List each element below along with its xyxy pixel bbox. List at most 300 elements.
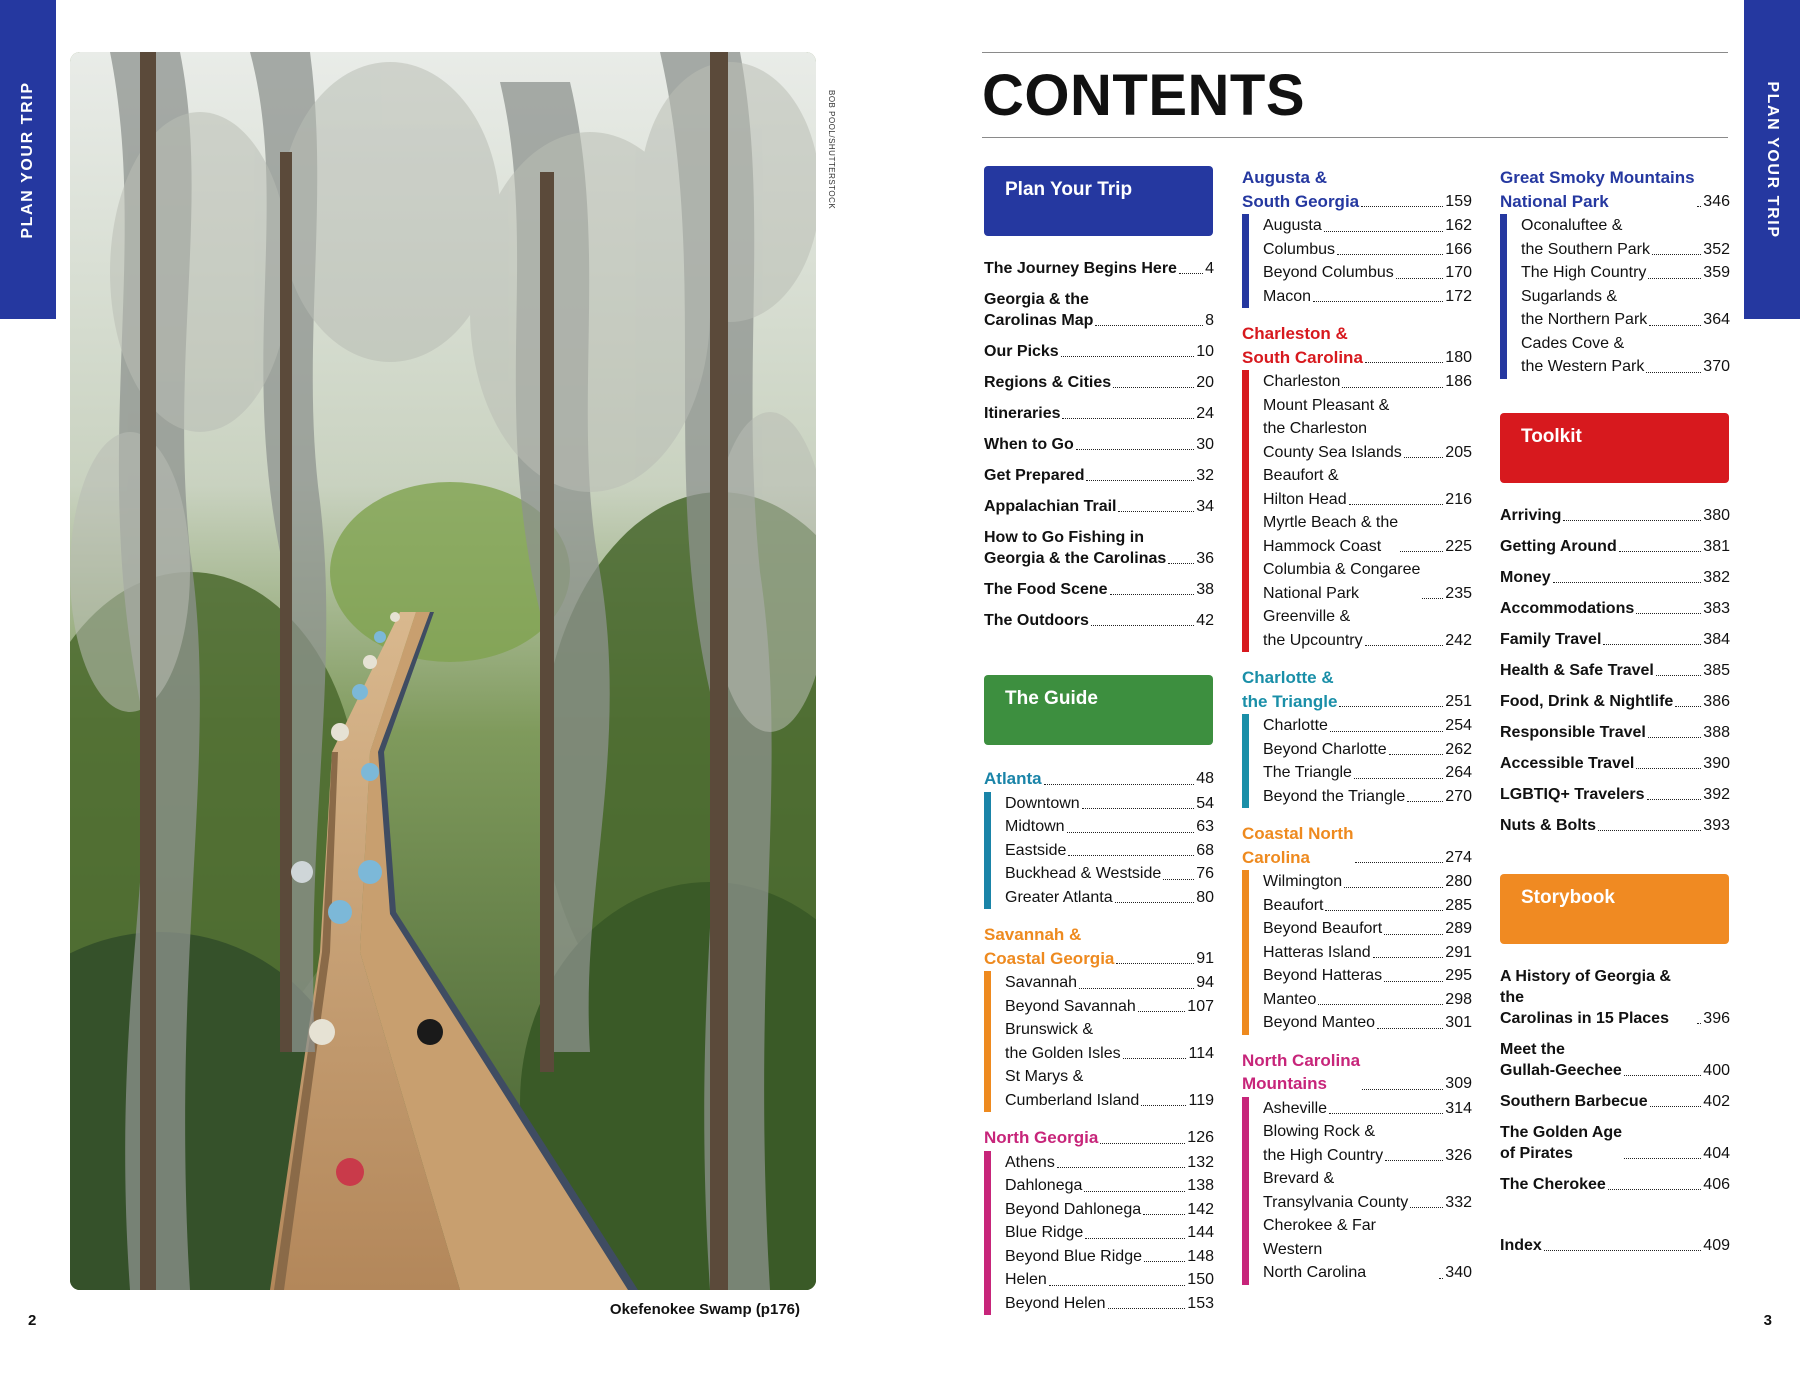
toc-subentry-page: 205 xyxy=(1445,443,1472,461)
toc-subentry[interactable] xyxy=(1263,785,1472,809)
toc-subentry[interactable] xyxy=(1005,995,1214,1019)
toc-entry-page: 406 xyxy=(1703,1175,1730,1193)
toc-group-title: Charleston & South Carolina xyxy=(1242,324,1363,367)
leader-dots xyxy=(1062,418,1194,419)
toc-subentry[interactable] xyxy=(1263,464,1472,511)
toc-group-title: Coastal North Carolina xyxy=(1242,824,1354,867)
toc-group-title: Savannah & Coastal Georgia xyxy=(984,925,1115,968)
leader-dots xyxy=(1082,808,1195,809)
toolkit-list xyxy=(1500,505,1730,836)
toc-subentry-page: 314 xyxy=(1445,1099,1472,1117)
toc-group-page: 180 xyxy=(1445,348,1472,366)
toc-subentry-page: 359 xyxy=(1703,264,1730,281)
toc-subentry-label: Beyond the Triangle xyxy=(1263,787,1406,805)
toc-entry-label: Nuts & Bolts xyxy=(1500,816,1596,834)
toc-group-items xyxy=(984,971,1214,1112)
top-rule xyxy=(982,52,1728,53)
toc-subentry-label: Athens xyxy=(1005,1153,1055,1171)
toc-entry[interactable] xyxy=(1500,598,1730,619)
toc-subentry[interactable] xyxy=(1005,1065,1214,1112)
toc-subentry[interactable] xyxy=(1005,1245,1214,1269)
plan-your-trip-header: Plan Your Trip xyxy=(984,166,1213,236)
toc-subentry[interactable] xyxy=(1521,261,1730,285)
leader-dots xyxy=(1044,784,1195,785)
leader-dots xyxy=(1373,957,1444,958)
leader-dots xyxy=(1144,1261,1185,1262)
toc-subentry-page: 144 xyxy=(1187,1224,1214,1241)
toc-group-heading[interactable] xyxy=(1242,322,1472,369)
leader-dots xyxy=(1068,855,1194,856)
leader-dots xyxy=(1384,934,1443,935)
toc-subentry[interactable] xyxy=(1005,1018,1214,1065)
toc-subentry[interactable] xyxy=(1005,862,1214,886)
leader-dots xyxy=(1355,862,1443,863)
toc-entry-page: 20 xyxy=(1196,374,1214,391)
toc-subentry-page: 132 xyxy=(1187,1153,1214,1171)
toc-subentry[interactable] xyxy=(1005,1221,1214,1245)
toc-entry[interactable] xyxy=(1500,722,1730,743)
toc-subentry-label: The Triangle xyxy=(1263,764,1352,781)
leader-dots xyxy=(1624,1158,1701,1159)
toc-entry-page: 24 xyxy=(1196,405,1214,422)
toc-subentry-page: 80 xyxy=(1196,888,1214,906)
toc-group-items xyxy=(1242,1097,1472,1285)
leader-dots xyxy=(1619,551,1702,552)
leader-dots xyxy=(1086,480,1194,481)
leader-dots xyxy=(1079,988,1194,989)
toc-entry-label: How to Go Fishing in Georgia & the Carolinas xyxy=(984,529,1167,567)
toc-subentry-page: 289 xyxy=(1445,920,1472,937)
toc-subentry-label: Greater Atlanta xyxy=(1005,888,1113,906)
toc-subentry-label: Greenville & the Upcountry xyxy=(1263,608,1363,649)
toc-group-heading[interactable] xyxy=(1242,666,1472,713)
toc-subentry-label: Hatteras Island xyxy=(1263,943,1371,961)
toc-group-page: 274 xyxy=(1445,848,1472,866)
toc-entry[interactable] xyxy=(984,372,1214,393)
toc-subentry-page: 186 xyxy=(1445,373,1472,390)
toc-entry-label: Georgia & the Carolinas Map xyxy=(984,291,1094,329)
photo-credit: BOB POOL/SHUTTERSTOCK xyxy=(827,90,836,210)
toc-group xyxy=(1242,1049,1472,1285)
leader-dots xyxy=(1636,768,1701,769)
leader-dots xyxy=(1329,1113,1443,1114)
toc-entry-page: 404 xyxy=(1703,1144,1730,1162)
leader-dots xyxy=(1339,706,1443,707)
toc-subentry-page: 170 xyxy=(1445,264,1472,281)
toc-entry-label: Regions & Cities xyxy=(984,374,1112,391)
leader-dots xyxy=(1603,644,1701,645)
toc-entry[interactable] xyxy=(984,403,1214,424)
toc-subentry-label: Beyond Charlotte xyxy=(1263,740,1387,758)
page-title: CONTENTS xyxy=(982,63,1305,128)
toc-subentry-page: 298 xyxy=(1445,990,1472,1008)
toc-subentry[interactable] xyxy=(1263,238,1472,262)
toc-subentry-page: 242 xyxy=(1445,631,1472,649)
toc-subentry-label: Macon xyxy=(1263,287,1312,305)
toc-subentry[interactable] xyxy=(1263,941,1472,965)
plan-your-trip-list xyxy=(984,258,1214,631)
toc-subentry[interactable] xyxy=(1263,1167,1472,1214)
toc-entry[interactable] xyxy=(1500,567,1730,588)
toc-entry[interactable] xyxy=(1500,505,1730,526)
toc-subentry[interactable] xyxy=(1005,1151,1214,1175)
toc-entry-page: 30 xyxy=(1196,436,1214,453)
toc-entry[interactable] xyxy=(984,258,1214,279)
toc-subentry[interactable] xyxy=(1005,1268,1214,1292)
leader-dots xyxy=(1115,902,1195,903)
toc-subentry-page: 235 xyxy=(1445,584,1472,602)
toc-group-heading[interactable] xyxy=(1500,166,1730,213)
toc-subentry[interactable] xyxy=(1263,870,1472,894)
toc-group-items xyxy=(984,792,1214,910)
toc-subentry[interactable] xyxy=(1263,988,1472,1012)
leader-dots xyxy=(1400,551,1443,552)
toc-subentry-page: 225 xyxy=(1445,537,1472,555)
toc-subentry[interactable] xyxy=(1263,738,1472,762)
toc-entry-label: Get Prepared xyxy=(984,467,1085,484)
leader-dots xyxy=(1110,594,1195,595)
toc-entry[interactable] xyxy=(984,434,1214,455)
leader-dots xyxy=(1697,206,1702,207)
page-number-right: 3 xyxy=(1763,1312,1772,1329)
toc-subentry[interactable] xyxy=(1005,971,1214,995)
toc-subentry[interactable] xyxy=(1263,285,1472,309)
toc-subentry-label: Beyond Columbus xyxy=(1263,264,1394,281)
toc-group-title: Augusta & South Georgia xyxy=(1242,168,1360,211)
toc-entry-label: Health & Safe Travel xyxy=(1500,661,1654,679)
toc-subentry[interactable] xyxy=(1005,815,1214,839)
toc-subentry[interactable] xyxy=(1005,886,1214,910)
toc-entry-label: Meet the Gullah-Geechee xyxy=(1500,1040,1622,1079)
toc-entry-label: The Cherokee xyxy=(1500,1175,1606,1193)
toc-entry-page: 34 xyxy=(1196,498,1214,515)
toc-group xyxy=(1242,322,1472,652)
toc-group-heading[interactable] xyxy=(1242,822,1472,869)
leader-dots xyxy=(1091,625,1194,626)
toc-group-page: 346 xyxy=(1703,192,1730,210)
toc-entry-label: Family Travel xyxy=(1500,630,1602,648)
leader-dots xyxy=(1138,1011,1186,1012)
toc-group-items xyxy=(1500,214,1730,379)
toc-subentry-label: Blue Ridge xyxy=(1005,1224,1084,1241)
toc-group-heading[interactable] xyxy=(984,767,1214,791)
toc-entry-page: 392 xyxy=(1703,785,1730,803)
leader-dots xyxy=(1113,387,1194,388)
toc-subentry[interactable] xyxy=(1005,1198,1214,1222)
toc-subentry-label: Manteo xyxy=(1263,990,1317,1008)
toc-subentry[interactable] xyxy=(1263,917,1472,941)
leader-dots xyxy=(1123,1058,1187,1059)
toc-group-heading[interactable] xyxy=(1242,1049,1472,1096)
leader-dots xyxy=(1563,520,1701,521)
toc-entry-page: 42 xyxy=(1196,612,1214,629)
leader-dots xyxy=(1361,206,1443,207)
toc-group-heading[interactable] xyxy=(984,923,1214,970)
toc-subentry[interactable] xyxy=(1263,714,1472,738)
leader-dots xyxy=(1362,1089,1443,1090)
toc-group-heading[interactable] xyxy=(984,1126,1214,1150)
toc-subentry-page: 166 xyxy=(1445,240,1472,258)
toc-entry-page: 4 xyxy=(1205,260,1214,277)
toc-subentry-label: Asheville xyxy=(1263,1099,1328,1117)
toc-subentry-label: Beyond Helen xyxy=(1005,1294,1106,1312)
toc-entry[interactable] xyxy=(1500,1091,1730,1112)
toc-subentry-label: Midtown xyxy=(1005,818,1065,835)
leader-dots xyxy=(1141,1105,1186,1106)
index-label: Index xyxy=(1500,1236,1542,1254)
toc-subentry-label: Myrtle Beach & the Hammock Coast xyxy=(1263,514,1399,555)
leader-dots xyxy=(1385,1160,1443,1161)
toolkit-header: Toolkit xyxy=(1500,413,1729,483)
toc-subentry-page: 172 xyxy=(1445,287,1472,305)
leader-dots xyxy=(1076,449,1194,450)
leader-dots xyxy=(1118,511,1194,512)
leader-dots xyxy=(1422,598,1443,599)
toc-subentry-page: 76 xyxy=(1196,865,1214,882)
toc-subentry-page: 142 xyxy=(1187,1200,1214,1218)
toc-subentry[interactable] xyxy=(1263,1011,1472,1035)
leader-dots xyxy=(1108,1308,1186,1309)
toc-subentry-label: Beaufort & Hilton Head xyxy=(1263,467,1347,508)
toc-subentry[interactable] xyxy=(1263,1120,1472,1167)
toc-entry[interactable] xyxy=(1500,753,1730,774)
toc-entry[interactable] xyxy=(984,465,1214,486)
toc-entry-label: Appalachian Trail xyxy=(984,498,1117,515)
toc-entry-label: Getting Around xyxy=(1500,537,1617,555)
toc-subentry[interactable] xyxy=(1263,605,1472,652)
leader-dots xyxy=(1608,1189,1701,1190)
toc-entry-page: 382 xyxy=(1703,568,1730,586)
toc-entry-page: 396 xyxy=(1703,1009,1730,1027)
toc-subentry-label: Beyond Beaufort xyxy=(1263,920,1383,937)
toc-group-title: Great Smoky Mountains National Park xyxy=(1500,168,1695,211)
toc-entry[interactable] xyxy=(1500,815,1730,836)
toc-subentry-label: Beyond Dahlonega xyxy=(1005,1200,1142,1218)
toc-group xyxy=(984,1126,1214,1315)
toc-subentry-page: 301 xyxy=(1445,1014,1472,1031)
toc-subentry[interactable] xyxy=(1263,894,1472,918)
toc-subentry-page: 119 xyxy=(1188,1091,1214,1109)
toc-subentry-label: Sugarlands & the Northern Park xyxy=(1521,287,1648,328)
toc-entry-page: 388 xyxy=(1703,723,1730,741)
swamp-photo xyxy=(70,52,816,1290)
toc-entry-label: Responsible Travel xyxy=(1500,723,1646,741)
guide-list-col2 xyxy=(1242,166,1472,1285)
toc-entry-page: 386 xyxy=(1703,692,1730,710)
toc-group-page: 159 xyxy=(1445,192,1472,210)
toc-group-page: 48 xyxy=(1196,770,1214,787)
toc-subentry-label: Beyond Blue Ridge xyxy=(1005,1247,1142,1265)
toc-subentry-page: 270 xyxy=(1445,787,1472,805)
index-entry[interactable] xyxy=(1500,1235,1730,1256)
leader-dots xyxy=(1116,963,1194,964)
storybook-header: Storybook xyxy=(1500,874,1729,944)
toc-subentry-label: Charleston xyxy=(1263,373,1341,390)
toc-subentry-page: 94 xyxy=(1196,974,1214,991)
toc-entry-page: 10 xyxy=(1196,343,1214,360)
toc-entry-label: Our Picks xyxy=(984,343,1059,360)
toc-subentry[interactable] xyxy=(1263,370,1472,394)
toc-subentry[interactable] xyxy=(1263,261,1472,285)
leader-dots xyxy=(1553,582,1702,583)
toc-subentry-label: Cherokee & Far Western North Carolina xyxy=(1263,1217,1376,1281)
toc-subentry-page: 63 xyxy=(1196,818,1214,835)
toc-entry[interactable] xyxy=(1500,1039,1730,1081)
toc-subentry-label: Columbus xyxy=(1263,240,1336,258)
column-3 xyxy=(1500,166,1730,1266)
toc-subentry-label: Wilmington xyxy=(1263,873,1343,890)
toc-subentry-label: Helen xyxy=(1005,1271,1047,1288)
toc-group-items xyxy=(984,1151,1214,1316)
toc-subentry-page: 285 xyxy=(1445,896,1472,914)
storybook-list xyxy=(1500,966,1730,1195)
toc-subentry[interactable] xyxy=(1263,1097,1472,1121)
toc-subentry-label: Mount Pleasant & the Charleston County Sea Islands xyxy=(1263,396,1402,461)
toc-entry-label: Food, Drink & Nightlife xyxy=(1500,692,1674,710)
leader-dots xyxy=(1049,1285,1185,1286)
leader-dots xyxy=(1057,1167,1185,1168)
toc-entry-label: A History of Georgia & the Carolinas in 15 Places xyxy=(1500,967,1671,1027)
leader-dots xyxy=(1407,801,1443,802)
toc-subentry[interactable] xyxy=(1263,558,1472,605)
toc-entry[interactable] xyxy=(1500,784,1730,805)
leader-dots xyxy=(1636,613,1701,614)
leader-dots xyxy=(1396,278,1444,279)
leader-dots xyxy=(1349,504,1444,505)
toc-subentry[interactable] xyxy=(1005,1174,1214,1198)
toc-entry[interactable] xyxy=(984,341,1214,362)
leader-dots xyxy=(1650,1106,1702,1107)
toc-subentry[interactable] xyxy=(1263,964,1472,988)
toc-entry-page: 383 xyxy=(1703,599,1730,617)
toc-group-page: 309 xyxy=(1445,1075,1472,1092)
toc-group xyxy=(1242,666,1472,808)
toc-entry[interactable] xyxy=(984,527,1214,569)
toc-entry[interactable] xyxy=(1500,629,1730,650)
toc-subentry-page: 340 xyxy=(1445,1264,1472,1281)
leader-dots xyxy=(1325,910,1443,911)
toc-entry[interactable] xyxy=(1500,691,1730,712)
toc-entry[interactable] xyxy=(984,610,1214,631)
toc-subentry[interactable] xyxy=(1005,1292,1214,1316)
toc-entry-page: 32 xyxy=(1196,467,1214,484)
toc-subentry[interactable] xyxy=(1263,761,1472,785)
toc-entry[interactable] xyxy=(1500,1174,1730,1195)
leader-dots xyxy=(1624,1075,1701,1076)
leader-dots xyxy=(1656,675,1701,676)
toc-subentry[interactable] xyxy=(1263,1214,1472,1285)
toc-subentry-label: Blowing Rock & the High Country xyxy=(1263,1123,1384,1164)
toc-subentry-label: The High Country xyxy=(1521,264,1647,281)
leader-dots xyxy=(1163,879,1194,880)
toc-subentry[interactable] xyxy=(1263,214,1472,238)
toc-subentry-page: 326 xyxy=(1445,1146,1472,1164)
toc-group-heading[interactable] xyxy=(1242,166,1472,213)
toc-subentry[interactable] xyxy=(1005,792,1214,816)
toc-entry-page: 385 xyxy=(1703,661,1730,679)
toc-entry[interactable] xyxy=(1500,536,1730,557)
toc-group xyxy=(984,767,1214,909)
toc-subentry-label: Beyond Manteo xyxy=(1263,1014,1376,1031)
toc-group xyxy=(1242,166,1472,308)
title-rule xyxy=(982,137,1728,138)
photo-caption: Okefenokee Swamp (p176) xyxy=(609,1301,800,1318)
toc-entry-page: 36 xyxy=(1196,550,1214,567)
toc-entry-page: 393 xyxy=(1703,816,1730,834)
leader-dots xyxy=(1337,254,1443,255)
leader-dots xyxy=(1168,563,1194,564)
toc-subentry-label: Beyond Hatteras xyxy=(1263,967,1383,984)
toc-subentry-page: 332 xyxy=(1445,1193,1472,1211)
toc-subentry-page: 114 xyxy=(1188,1044,1214,1062)
toc-entry[interactable] xyxy=(1500,1122,1730,1164)
toc-group-items xyxy=(1242,714,1472,808)
guide-list-col1 xyxy=(984,767,1214,1315)
toc-subentry-page: 254 xyxy=(1445,717,1472,734)
toc-entry-label: Accommodations xyxy=(1500,599,1635,617)
toc-group xyxy=(984,923,1214,1112)
leader-dots xyxy=(1365,362,1443,363)
toc-subentry-page: 54 xyxy=(1196,794,1214,812)
leader-dots xyxy=(1330,731,1443,732)
toc-subentry[interactable] xyxy=(1521,332,1730,379)
leader-dots xyxy=(1085,1238,1185,1239)
leader-dots xyxy=(1095,325,1203,326)
toc-entry[interactable] xyxy=(1500,966,1730,1029)
leader-dots xyxy=(1544,1250,1702,1251)
toc-group-items xyxy=(1242,214,1472,308)
toc-subentry[interactable] xyxy=(1263,394,1472,465)
index-list xyxy=(1500,1235,1730,1256)
toc-entry-label: When to Go xyxy=(984,436,1074,453)
toc-subentry[interactable] xyxy=(1521,214,1730,261)
toc-subentry-label: Beyond Savannah xyxy=(1005,997,1136,1015)
toc-subentry-label: Brevard & Transylvania County xyxy=(1263,1170,1409,1211)
leader-dots xyxy=(1354,778,1443,779)
leader-dots xyxy=(1377,1028,1443,1029)
toc-entry[interactable] xyxy=(984,289,1214,331)
toc-group-page: 251 xyxy=(1445,692,1472,710)
toc-subentry-page: 150 xyxy=(1187,1271,1214,1288)
guide-list-col3 xyxy=(1500,166,1730,379)
toc-subentry[interactable] xyxy=(1521,285,1730,332)
toc-subentry[interactable] xyxy=(1005,839,1214,863)
toc-subentry-page: 291 xyxy=(1445,943,1472,961)
toc-entry-label: The Outdoors xyxy=(984,612,1089,629)
toc-subentry-page: 295 xyxy=(1445,967,1472,984)
leader-dots xyxy=(1389,754,1444,755)
toc-subentry-label: Buckhead & Westside xyxy=(1005,865,1162,882)
toc-group-page: 91 xyxy=(1196,949,1214,967)
side-tab-left-label: PLAN YOUR TRIP xyxy=(19,80,36,239)
toc-subentry-page: 153 xyxy=(1187,1294,1214,1312)
toc-entry[interactable] xyxy=(984,579,1214,600)
leader-dots xyxy=(1318,1004,1443,1005)
toc-subentry-page: 264 xyxy=(1445,764,1472,781)
toc-entry-page: 38 xyxy=(1196,581,1214,598)
leader-dots xyxy=(1100,1143,1185,1144)
toc-subentry-label: Augusta xyxy=(1263,217,1322,234)
toc-entry-page: 8 xyxy=(1205,312,1214,329)
toc-subentry-label: Downtown xyxy=(1005,794,1080,812)
toc-entry[interactable] xyxy=(984,496,1214,517)
toc-entry-label: Southern Barbecue xyxy=(1500,1092,1648,1110)
column-2 xyxy=(1242,166,1472,1299)
leader-dots xyxy=(1143,1214,1185,1215)
leader-dots xyxy=(1324,231,1444,232)
toc-entry[interactable] xyxy=(1500,660,1730,681)
toc-subentry[interactable] xyxy=(1263,511,1472,558)
